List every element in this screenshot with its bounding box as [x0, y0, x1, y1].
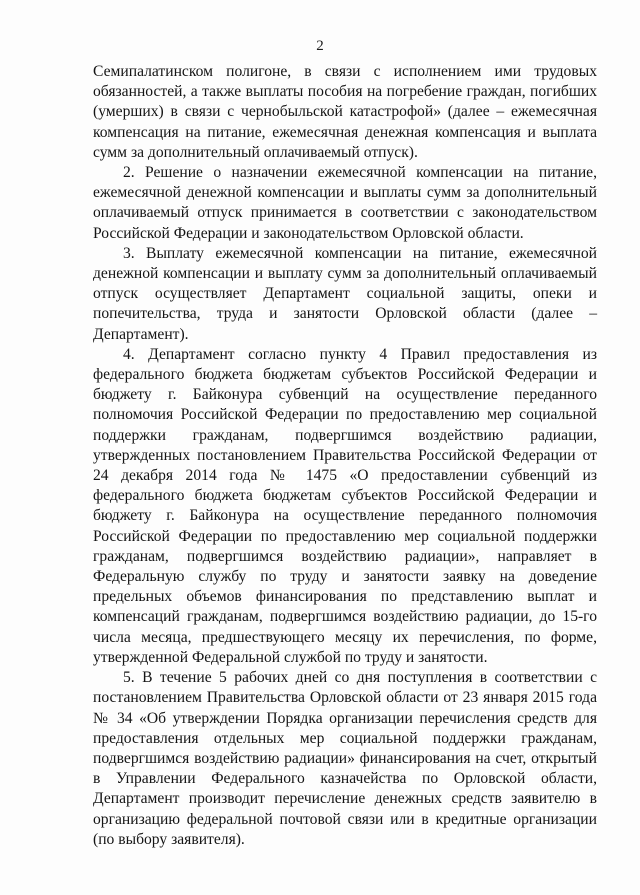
paragraph-continuation: Семипалатинском полигоне, в связи с исполнением ими трудовых обязанностей, а также выплаты пособия на погребение граждан, погибших (умерших) в связи с чернобыльской катастрофой» (далее – ежемесячная компенсация на питание, ежемесячная денежная компенсация и выплата сумм за дополнительный оплачиваемый отпуск).: [93, 63, 597, 161]
page-number: 2: [316, 38, 324, 54]
paragraph-item-4: 4. Департамент согласно пункту 4 Правил предоставления из федерального бюджета бюджетам субъектов Российской Федерации и бюджету г. Байконура субвенций на осуществление переданного полномочия Российской Федерации по предоставлению мер социальной поддержки гражданам, подвергшимся воздействию радиации, утвержденных постановлением Правительства Российской Федерации от 24 декабря 2014 года № 1475 «О предоставлении субвенций из федерального бюджета бюджетам субъектов Российской Федерации и бюджету г. Байконура на осуществление переданного полномочия Российской Федерации по предоставлению мер социальной поддержки гражданам, подвергшимся воздействию радиации», направляет в Федеральную службу по труду и занятости заявку на доведение предельных объемов финансирования по представлению выплат и компенсаций гражданам, подвергшимся воздействию радиации, до 15-го числа месяца, предшествующего месяцу их перечисления, по форме, утвержденной Федеральной службой по труду и занятости.: [93, 345, 597, 666]
paragraph-item-3: 3. Выплату ежемесячной компенсации на питание, ежемесячной денежной компенсации и выплату сумм за дополнительный оплачиваемый отпуск осуществляет Департамент социальной защиты, опеки и попечительства, труда и занятости Орловской области (далее – Департамент).: [93, 244, 597, 343]
document-body: [93, 62, 597, 850]
paragraph-item-2: 2. Решение о назначении ежемесячной компенсации на питание, ежемесячной денежной компенсации и выплаты сумм за дополнительный оплачиваемый отпуск принимается в соответствии с законодательством Российской Федерации и законодательством Орловской области.: [93, 164, 597, 242]
paragraph-item-5: 5. В течение 5 рабочих дней со дня поступления в соответствии с постановлением Правительства Орловской области от 23 января 2015 года № 34 «Об утверждении Порядка организации перечисления средств для предоставления отдельных мер социальной поддержки гражданам, подвергшимся воздействию радиации» финансирования на счет, открытый в Управлении Федерального казначейства по Орловской области, Департамент производит перечисление денежных средств заявителю в организацию федеральной почтовой связи или в кредитные организации (по выбору заявителя).: [93, 669, 597, 848]
